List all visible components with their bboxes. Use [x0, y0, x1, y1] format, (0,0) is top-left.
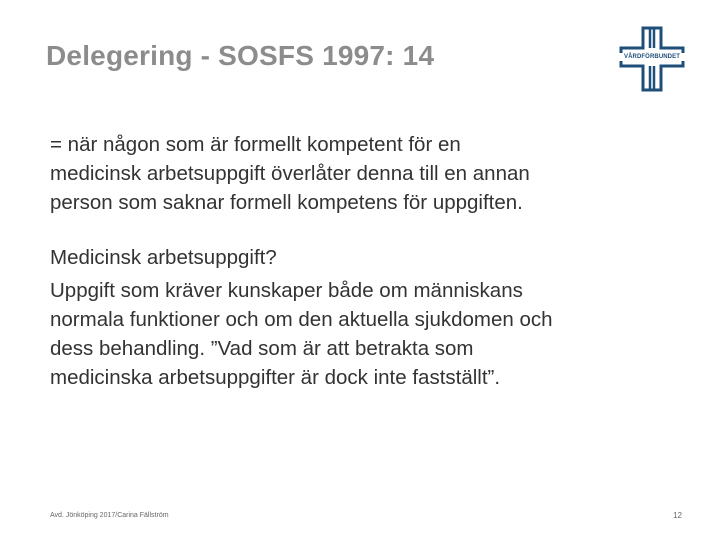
definition-line: = när någon som är formellt kompetent för en — [50, 133, 461, 156]
answer-line: Uppgift som kräver kunskaper både om människans — [50, 279, 523, 302]
definition-line: medicinsk arbetsuppgift överlåter denna till en annan — [50, 162, 530, 185]
question-block — [50, 243, 690, 392]
footer-credit: Avd. Jönköping 2017/Carina Fällström — [50, 512, 169, 519]
page-number: 12 — [673, 511, 682, 520]
answer-line: medicinska arbetsuppgifter är dock inte fastställt”. — [50, 366, 501, 389]
answer-line: normala funktioner och om den aktuella sjukdomen och — [50, 308, 553, 331]
logo-text: VÅRDFÖRBUNDET — [619, 53, 685, 61]
answer-line: dess behandling. ”Vad som är att betrakta som — [50, 337, 474, 360]
question-heading: Medicinsk arbetsuppgift? — [50, 246, 277, 269]
vardforbundet-cross-logo-icon — [619, 26, 685, 92]
definition-paragraph — [50, 130, 690, 217]
definition-line: person som saknar formell kompetens för uppgiften. — [50, 191, 523, 214]
slide-title: Delegering - SOSFS 1997: 14 — [46, 40, 435, 71]
slide-body — [50, 130, 690, 392]
